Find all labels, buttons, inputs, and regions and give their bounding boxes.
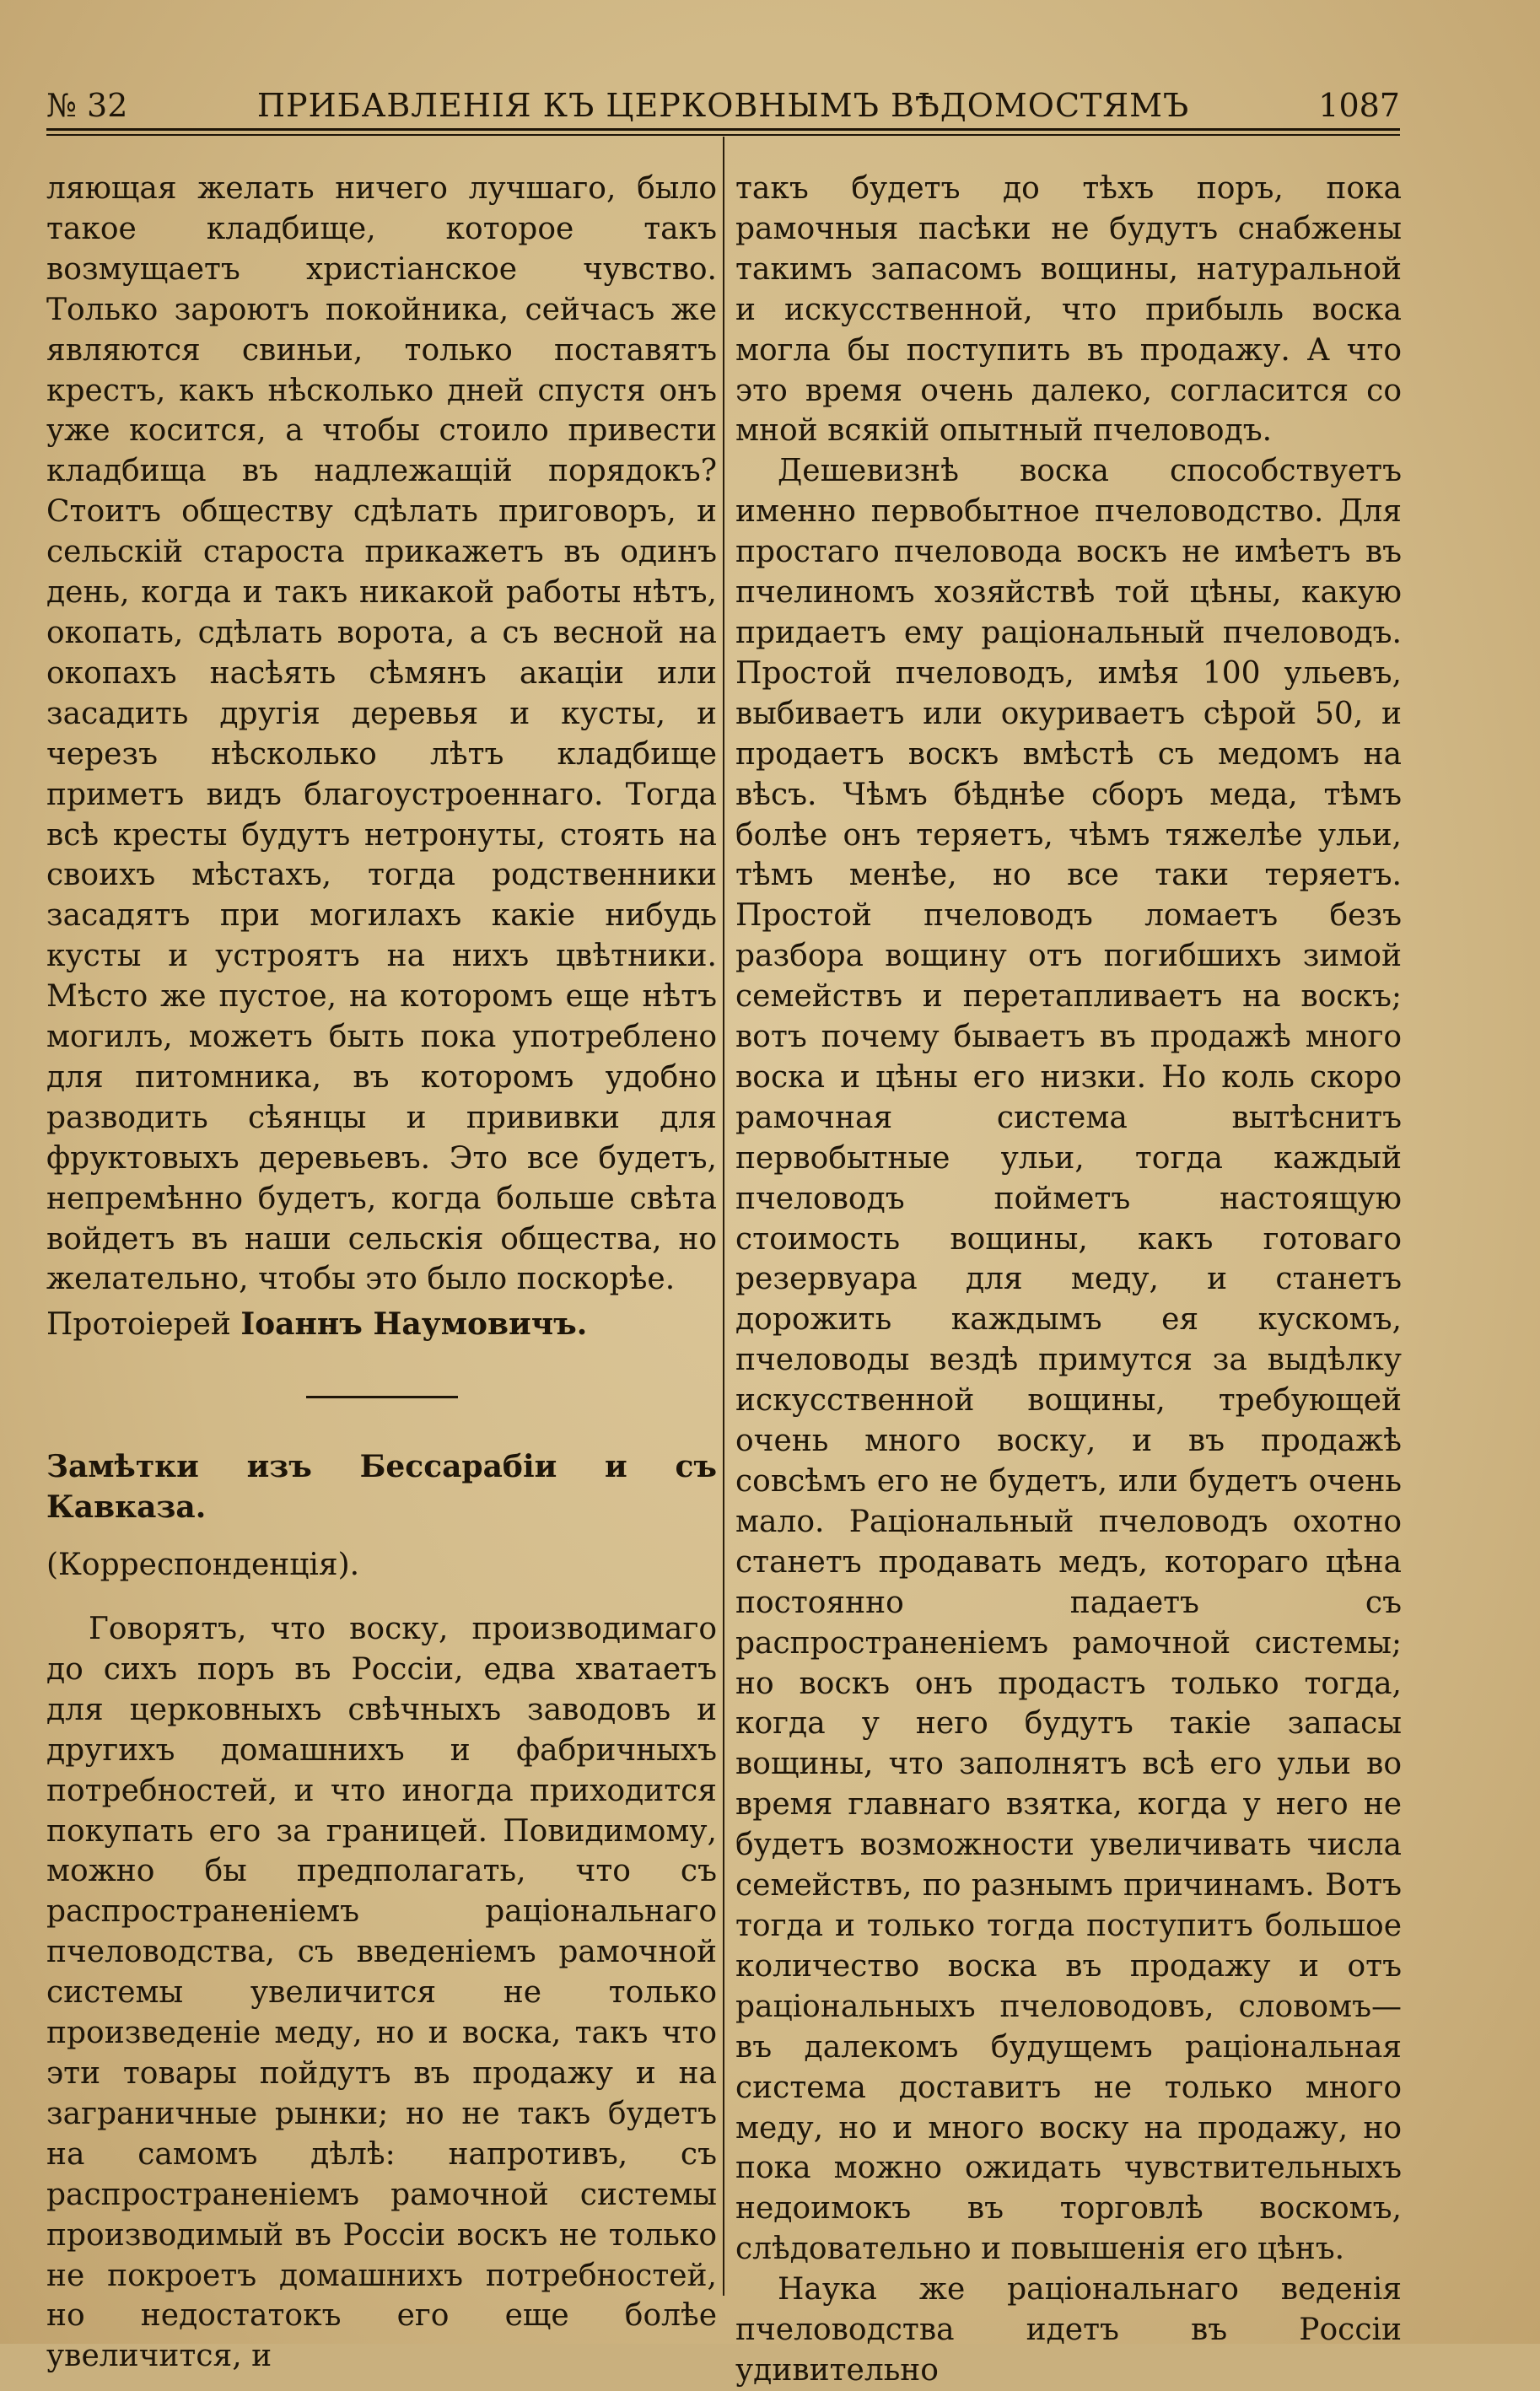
page-number: 1087 — [1318, 87, 1400, 124]
page-header — [46, 80, 1400, 131]
article-paragraph: такъ будетъ до тѣхъ поръ, пока рамочныя пасѣки не будутъ снабжены такимъ запасомъ вощины, натуральной и искусственной, что прибыль воска могла бы поступить въ продажу. А что это время очень далеко, согласится со мной всякій опытный пчеловодъ. — [735, 171, 1402, 449]
article-subheading: (Корреспонденція). — [46, 1548, 360, 1583]
author-signature — [46, 1305, 717, 1345]
publication-title: ПРИБАВЛЕНІЯ КЪ ЦЕРКОВНЫМЪ ВѢДОМОСТЯМЪ — [256, 87, 1190, 124]
signature-name: Іоаннъ Наумовичъ. — [240, 1306, 588, 1343]
article-continuation-text: ляющая желать ничего лучшаго, было такое кладбище, которое такъ возмущаетъ христіанское чувство. Только зароютъ покойника, сейчасъ же являются свиньи, только поставятъ крестъ, какъ нѣсколько дней спустя онъ уже косится, а чтобы стоило привести кладбища въ надлежащій порядокъ? Стоитъ обществу сдѣлать приговоръ, и сельскій староста прикажетъ въ одинъ день, когда и такъ никакой работы нѣтъ, окопать, сдѣлать ворота, а съ весной на окопахъ насѣять сѣмянъ акаціи или засадить другія деревья и кусты, и черезъ нѣсколько лѣтъ кладбище приметъ видъ благоустроеннаго. Тогда всѣ кресты будутъ нетронуты, стоять на своихъ мѣстахъ, тогда родственники засадятъ при могилахъ какіе нибудь кусты и устроятъ на нихъ цвѣтники. Мѣсто же пустое, на которомъ еще нѣтъ могилъ, можетъ быть пока употреблено для питомника, въ которомъ удобно разводить сѣянцы и прививки для фруктовыхъ деревьевъ. Это все будетъ, непремѣнно будетъ, когда больше свѣта войдетъ въ наши сельскія общества, но желательно, чтобы это было поскорѣе. — [46, 171, 717, 1297]
header-rule-bottom — [46, 134, 1400, 136]
header-rule-top — [46, 128, 1400, 131]
article-paragraph: Дешевизнѣ воска способствуетъ именно первобытное пчеловодство. Для простаго пчеловода воскъ не имѣетъ въ пчелиномъ хозяйствѣ той цѣны, какую придаетъ ему раціональный пчеловодъ. Простой пчеловодъ, имѣя 100 ульевъ, выбиваетъ или окуриваетъ сѣрой 50, и продаетъ воскъ вмѣстѣ съ медомъ на вѣсъ. Чѣмъ бѣднѣе сборъ меда, тѣмъ болѣе онъ теряетъ, чѣмъ тяжелѣе ульи, тѣмъ менѣе, но все таки теряетъ. Простой пчеловодъ ломаетъ безъ разбора вощину отъ погибшихъ зимой семействъ и перетапливаетъ на воскъ; вотъ почему бываетъ въ продажѣ много воска и цѣны его низки. Но коль скоро рамочная система вытѣснитъ первобытные ульи, тогда каждый пчеловодъ пойметъ настоящую стоимость вощины, какъ готоваго резервуара для меду, и станетъ дорожить каждымъ ея кускомъ, пчеловоды вездѣ примутся за выдѣлку искусственной вощины, требующей очень много воску, и въ продажѣ совсѣмъ его не будетъ, или будетъ очень мало. Раціональный пчеловодъ охотно станетъ продавать медъ, котораго цѣна постоянно падаетъ съ распространеніемъ рамочной системы; но воскъ онъ продастъ только тогда, когда у него будутъ такіе запасы вощины, что заполнятъ всѣ его ульи во время главнаго взятка, когда у него не будетъ возможности увеличивать числа семействъ, по разнымъ причинамъ. Вотъ тогда и только тогда поступитъ большое количество воска въ продажу и отъ раціональныхъ пчеловодовъ, словомъ—въ далекомъ будущемъ раціональная система доставитъ не только много меду, но и много воску на продажу, но пока можно ожидать чувствительныхъ недоимокъ въ торговлѣ воскомъ, слѣдовательно и повышенія его цѣнъ. — [735, 454, 1402, 2267]
right-column — [735, 169, 1402, 2391]
left-column — [46, 169, 717, 2377]
article-paragraph: Говорятъ, что воску, производимаго до сихъ поръ въ Россіи, едва хватаетъ для церковныхъ свѣчныхъ заводовъ и другихъ домашнихъ и фабричныхъ потребностей, и что иногда приходится покупать его за границей. Повидимому, можно бы предполагать, что съ распространеніемъ раціональнаго пчеловодства, съ введеніемъ рамочной системы увеличится не только произведеніе меду, но и воска, такъ что эти товары пойдутъ въ продажу и на заграничные рынки; но не такъ будетъ на самомъ дѣлѣ: напротивъ, съ распространеніемъ рамочной системы производимый въ Россіи воскъ не только не покроетъ домашнихъ потребностей, но недостатокъ его еще болѣе увеличится, и — [46, 1612, 717, 2374]
signature-prefix: Протоіерей — [46, 1307, 231, 1343]
section-separator — [306, 1396, 458, 1398]
column-divider — [723, 137, 724, 2296]
article-heading: Замѣтки изъ Бессарабіи и съ Кавказа. — [46, 1449, 717, 1526]
issue-number: № 32 — [46, 87, 128, 124]
article-paragraph: Наука же раціональнаго веденія пчеловодства идетъ въ Россіи удивительно — [735, 2272, 1402, 2388]
